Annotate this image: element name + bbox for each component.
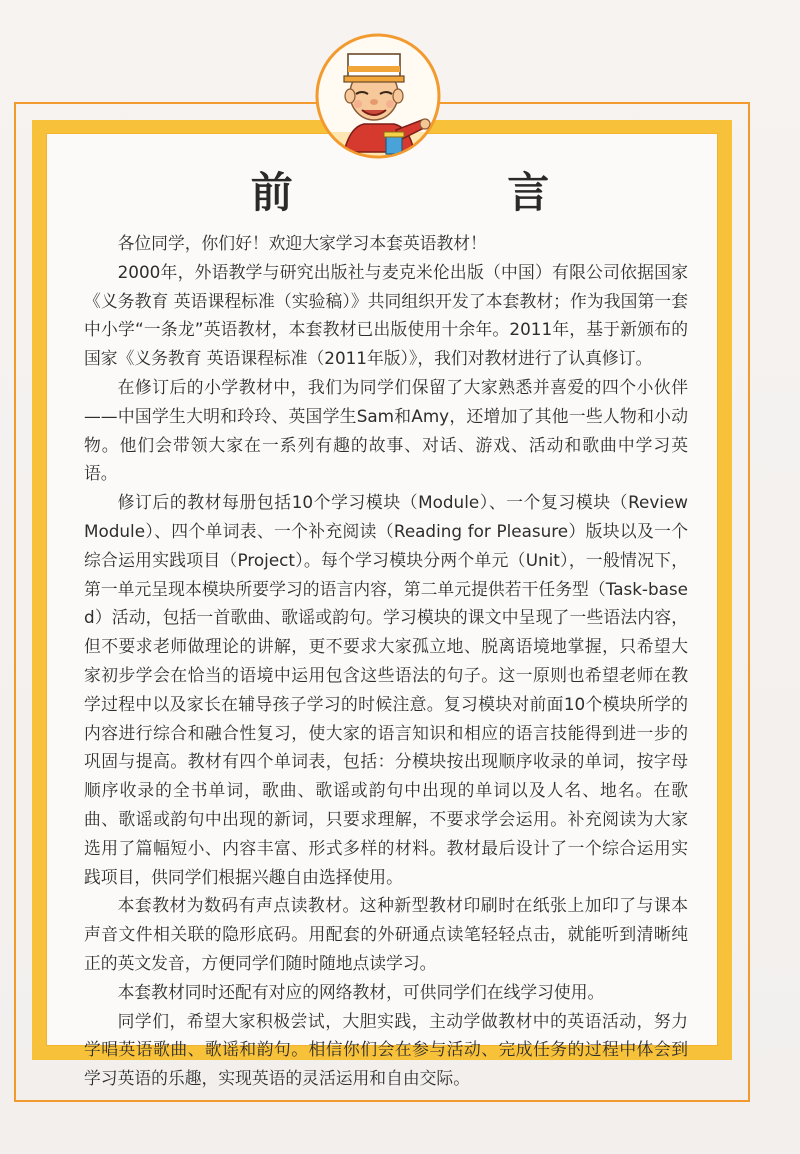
paragraph-digital: 本套教材为数码有声点读教材。这种新型教材印刷时在纸张上加印了与课本声音文件相关联的隐形底码。用配套的外研通点读笔轻轻点击，就能听到清晰纯正的英文发音，方便同学们随时随地点读学习。 <box>84 895 688 973</box>
paragraph-structure: 修订后的教材每册包括10个学习模块（Module）、一个复习模块（Review Module）、四个单词表、一个补充阅读（Reading for Pleasure）版块以及一个综合运用实践项目（Project）。每个学习模块分两个单元（Unit），一般情况下，第一单元呈现本模块所要学习的语言内容，第二单元提供若干任务型（Task-based）活动，包括一首歌曲、歌谣或韵句。学习模块的课文中呈现了一些语法内容，但不要求老师做理论的讲解，更不要求大家孤立地、脱离语境地掌握，只希望大家初步学会在恰当的语境中运用包含这些语法的句子。这一原则也希望老师在教学过程中以及家长在辅导孩子学习的时候注意。复习模块对前面10个模块所学的内容进行综合和融合性复习，使大家的语言知识和相应的语言技能得到进一步的巩固与提高。教材有四个单词表，包括：分模块按出现顺序收录的单词，按字母顺序收录的全书单词，歌曲、歌谣或韵句中出现的单词以及人名、地名。在歌曲、歌谣或韵句中出现的新词，只要求理解，不要求学会运用。补充阅读为大家选用了篇幅短小、内容丰富、形式多样的材料。教材最后设计了一个综合运用实践项目，供同学们根据兴趣自由选择使用。 <box>84 492 688 887</box>
paragraph-history: 2000年，外语教学与研究出版社与麦克米伦出版（中国）有限公司依据国家《义务教育 英语课程标准（实验稿）》共同组织开发了本套教材；作为我国第一套中小学“一条龙”英语教材，本套教材已出版使用十余年。2011年，基于新颁布的国家《义务教育 英语课程标准（2011年版）》，我们对教材进行了认真修订。 <box>84 261 688 369</box>
paragraph-characters: 在修订后的小学教材中，我们为同学们保留了大家熟悉并喜爱的四个小伙伴——中国学生大明和玲玲、英国学生Sam和Amy，还增加了其他一些人物和小动物。他们会带领大家在一系列有趣的故事、对话、游戏、活动和歌曲中学习英语。 <box>84 376 688 484</box>
page-title: 前 言 <box>250 168 650 217</box>
paragraph-online: 本套教材同时还配有对应的网络教材，可供同学们在线学习使用。 <box>117 981 605 1002</box>
mascot-illustration <box>314 32 442 160</box>
paragraph-closing: 同学们，希望大家积极尝试，大胆实践，主动学做教材中的英语活动，努力学唱英语歌曲、歌谣和韵句。相信你们会在参与活动、完成任务的过程中体会到学习英语的乐趣，实现英语的灵活运用和自由交际。 <box>84 1010 688 1089</box>
paragraph-greeting: 各位同学，你们好！欢迎大家学习本套英语教材！ <box>117 233 487 253</box>
preface-body <box>84 229 688 1093</box>
mascot-boy-icon <box>314 32 442 160</box>
